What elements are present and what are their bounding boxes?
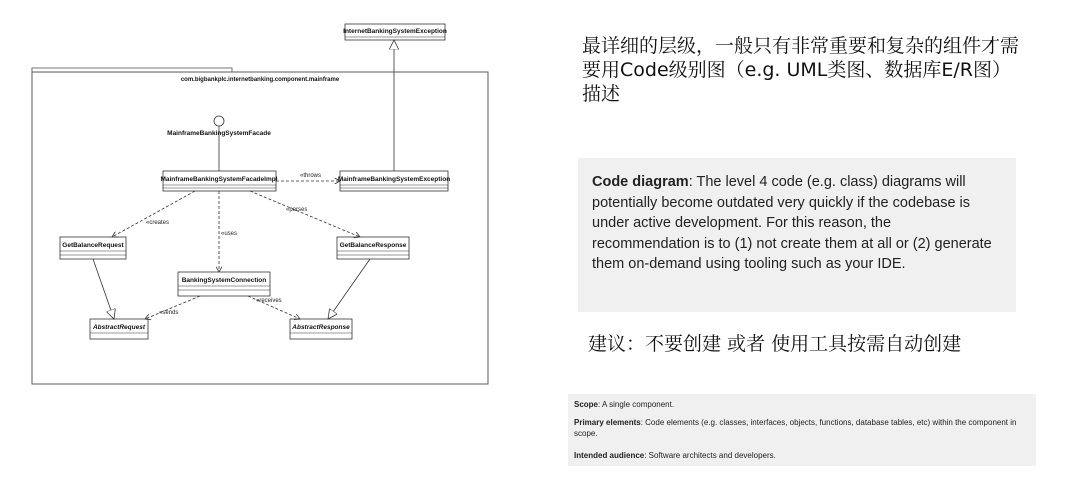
interface-label: MainframeBankingSystemFacade	[167, 130, 271, 137]
audience-text: : Software architects and developers.	[644, 451, 776, 460]
class-label: InternetBankingSystemException	[343, 28, 447, 35]
chinese-advice: 建议：不要创建 或者 使用工具按需自动创建	[588, 333, 962, 355]
primary-elements-line	[574, 417, 1034, 439]
class-internet-banking-system-exception	[343, 24, 447, 40]
primary-text: : Code elements (e.g. classes, interfaces, objects, functions, database tables, etc) within the component in scope.	[574, 418, 1017, 438]
class-abstract-request	[90, 319, 148, 339]
quote-body: : The level 4 code (e.g. class) diagrams will potentially become outdated very quickly if the codebase is under active development. For this reason, the recommendation is to (1) not create them at all or (2) generate them on-demand using tooling such as your IDE.	[592, 174, 992, 272]
scope-line	[574, 399, 1034, 410]
class-label: BankingSystemConnection	[181, 277, 267, 284]
class-banking-system-connection	[178, 272, 270, 296]
package-name: com.bigbankplc.internetbanking.component.mainframe	[180, 77, 340, 83]
quote-term: Code diagram	[592, 174, 689, 190]
code-diagram-quote	[578, 158, 1016, 312]
scope-text: : A single component.	[598, 400, 675, 409]
class-get-balance-response	[337, 237, 409, 259]
class-label: AbstractResponse	[292, 324, 350, 331]
class-label: MainframeBankingSystemFacadeImpl	[160, 176, 278, 183]
primary-label: Primary elements	[574, 418, 641, 427]
class-label: AbstractRequest	[92, 324, 146, 331]
audience-line	[574, 450, 1034, 461]
edge-label-sends: «sends	[159, 310, 179, 316]
audience-label: Intended audience	[574, 451, 645, 460]
edge-label-creates: «creates	[146, 220, 170, 226]
class-mainframe-banking-system-exception	[338, 171, 450, 191]
class-mainframe-facade-impl	[160, 171, 277, 191]
edge-label-throws: «throws	[300, 173, 322, 179]
edge-label-uses: «uses	[221, 231, 238, 237]
edge-label-parses: «parses	[286, 207, 308, 213]
class-label: GetBalanceResponse	[339, 242, 407, 249]
chinese-description: 最详细的层级，一般只有非常重要和复杂的组件才需要用Code级别图（e.g. UML类图、数据库E/R图）描述	[582, 35, 1020, 105]
class-label: MainframeBankingSystemException	[337, 176, 451, 183]
edge-label-receives: «receives	[256, 298, 282, 304]
diagram-meta-box	[568, 394, 1036, 466]
scope-label: Scope	[574, 400, 599, 409]
quote-text	[592, 172, 1002, 275]
class-abstract-response	[290, 319, 352, 339]
class-get-balance-request	[60, 237, 126, 259]
class-label: GetBalanceRequest	[62, 242, 124, 249]
